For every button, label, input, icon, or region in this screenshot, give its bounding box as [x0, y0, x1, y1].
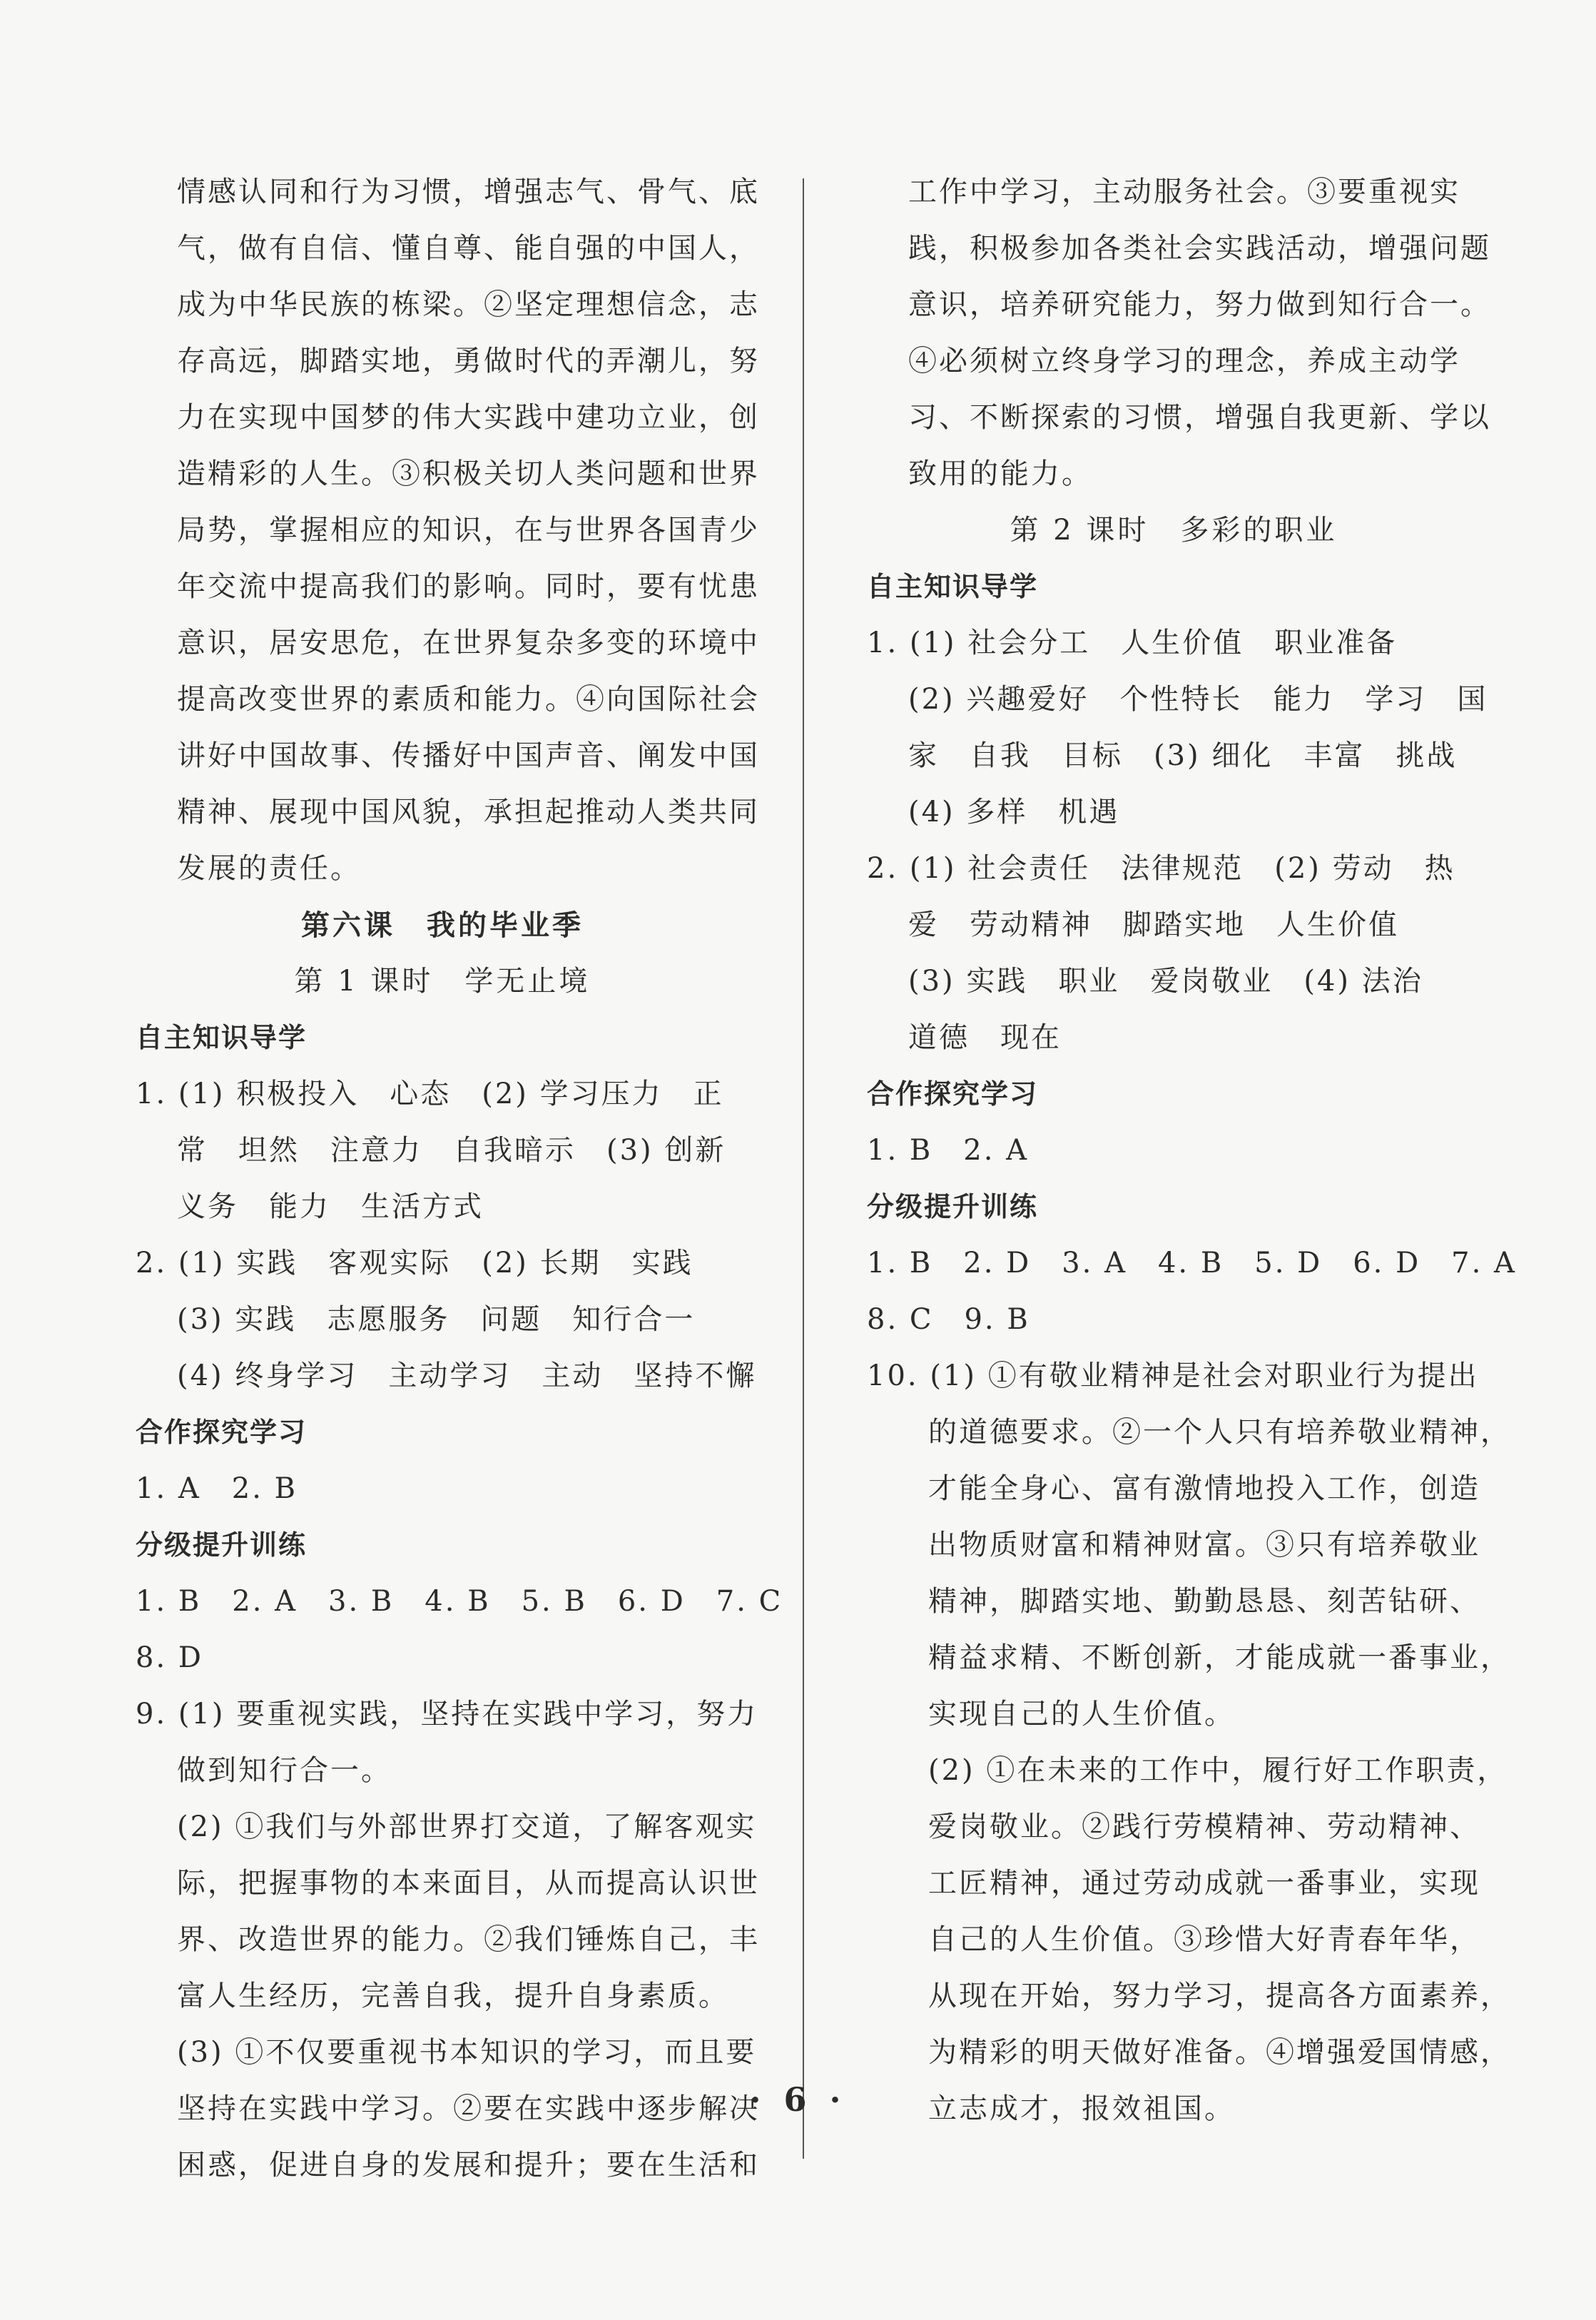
text-line: 9. (1) 要重视实践，坚持在实践中学习，努力	[136, 1698, 758, 1731]
text-line: 2. (1) 实践 客观实际 (2) 长期 实践	[136, 1247, 693, 1280]
text-line: 常 坦然 注意力 自我暗示 (3) 创新	[177, 1134, 726, 1167]
text-line: (2) ①在未来的工作中，履行好工作职责，	[928, 1754, 1508, 1787]
text-line: 自己的人生价值。③珍惜大好青春年华，	[928, 1923, 1480, 1956]
text-line: 1. B 2. D 3. A 4. B 5. D 6. D 7. A	[867, 1247, 1517, 1280]
text-line: 第 1 课时 学无止境	[294, 965, 591, 998]
section-heading: 分级提升训练	[136, 1529, 307, 1561]
text-line: 成为中华民族的栋梁。②坚定理想信念，志	[177, 288, 760, 321]
text-line: (3) ①不仅要重视书本知识的学习，而且要	[177, 2036, 757, 2069]
text-line: 1. A 2. B	[136, 1472, 298, 1505]
text-line: 造精彩的人生。③积极关切人类问题和世界	[177, 457, 760, 490]
text-line: 出物质财富和精神财富。③只有培养敬业	[928, 1529, 1480, 1561]
text-line: 情感认同和行为习惯，增强志气、骨气、底	[177, 176, 760, 208]
text-line: 意识，居安思危，在世界复杂多变的环境中	[177, 627, 760, 659]
text-line: 困惑，促进自身的发展和提升；要在生活和	[177, 2149, 760, 2182]
text-line: 1. B 2. A	[867, 1134, 1030, 1167]
text-line: 10. (1) ①有敬业精神是社会对职业行为提出	[867, 1359, 1479, 1392]
text-line: 8. D	[136, 1641, 203, 1674]
text-line: 精神，脚踏实地、勤勤恳恳、刻苦钻研、	[928, 1585, 1480, 1618]
text-line: 2. (1) 社会责任 法律规范 (2) 劳动 热	[867, 852, 1455, 885]
text-line: 局势，掌握相应的知识，在与世界各国青少	[177, 514, 760, 547]
text-line: (2) 兴趣爱好 个性特长 能力 学习 国	[908, 683, 1488, 716]
text-line: 实现自己的人生价值。	[928, 1698, 1235, 1731]
section-heading: 分级提升训练	[867, 1191, 1039, 1222]
right-column	[867, 164, 1517, 2137]
text-line: 气，做有自信、懂自尊、能自强的中国人，	[177, 232, 760, 265]
text-line: (3) 实践 职业 爱岗敬业 (4) 法治	[908, 965, 1423, 998]
page-number: · 6 ·	[749, 2080, 847, 2119]
section-heading: 合作探究学习	[136, 1417, 307, 1448]
text-line: 1. B 2. A 3. B 4. B 5. B 6. D 7. C	[136, 1585, 783, 1618]
section-heading: 合作探究学习	[867, 1078, 1039, 1110]
text-line: 存高远，脚踏实地，勇做时代的弄潮儿，努	[177, 345, 760, 378]
text-line: 坚持在实践中学习。②要在实践中逐步解决	[177, 2092, 760, 2125]
text-line: (4) 多样 机遇	[908, 796, 1120, 829]
text-line: ④必须树立终身学习的理念，养成主动学	[908, 345, 1460, 378]
text-line: 际，把握事物的本来面目，从而提高认识世	[177, 1867, 760, 1900]
text-line: 第六课 我的毕业季	[301, 908, 584, 942]
text-line: (4) 终身学习 主动学习 主动 坚持不懈	[177, 1359, 757, 1392]
text-line: 讲好中国故事、传播好中国声音、阐发中国	[177, 739, 760, 772]
text-line: 工匠精神，通过劳动成就一番事业，实现	[928, 1867, 1480, 1900]
text-line: 精益求精、不断创新，才能成就一番事业，	[928, 1641, 1511, 1674]
text-line: 习、不断探索的习惯，增强自我更新、学以	[908, 401, 1491, 434]
text-line: 力在实现中国梦的伟大实践中建功立业，创	[177, 401, 760, 434]
text-line: 界、改造世界的能力。②我们锤炼自己，丰	[177, 1923, 760, 1956]
left-column	[136, 164, 783, 2194]
text-line: 1. (1) 积极投入 心态 (2) 学习压力 正	[136, 1078, 724, 1110]
text-line: 发展的责任。	[177, 852, 361, 885]
text-line: (3) 实践 志愿服务 问题 知行合一	[177, 1303, 696, 1336]
text-line: (2) ①我们与外部世界打交道，了解客观实	[177, 1810, 757, 1843]
text-line: 精神、展现中国风貌，承担起推动人类共同	[177, 796, 760, 829]
text-line: 从现在开始，努力学习，提高各方面素养，	[928, 1980, 1511, 2012]
text-line: 1. (1) 社会分工 人生价值 职业准备	[867, 627, 1398, 659]
column-divider	[803, 178, 804, 2159]
text-line: 做到知行合一。	[177, 1754, 392, 1787]
section-heading: 自主知识导学	[136, 1022, 307, 1053]
text-line: 爱 劳动精神 脚踏实地 人生价值	[908, 908, 1399, 941]
text-line: 8. C 9. B	[867, 1303, 1030, 1336]
text-line: 富人生经历，完善自我，提升自身素质。	[177, 1980, 729, 2012]
text-line: 提高改变世界的素质和能力。④向国际社会	[177, 683, 760, 716]
text-line: 才能全身心、富有激情地投入工作，创造	[928, 1472, 1480, 1505]
text-line: 的道德要求。②一个人只有培养敬业精神，	[928, 1416, 1511, 1449]
text-line: 家 自我 目标 (3) 细化 丰富 挑战	[908, 739, 1458, 772]
text-line: 立志成才，报效祖国。	[928, 2092, 1235, 2125]
text-line: 致用的能力。	[908, 457, 1092, 490]
section-heading: 自主知识导学	[867, 571, 1039, 602]
text-line: 意识，培养研究能力，努力做到知行合一。	[908, 288, 1491, 321]
text-line: 践，积极参加各类社会实践活动，增强问题	[908, 232, 1491, 265]
text-line: 义务 能力 生活方式	[177, 1190, 484, 1223]
text-line: 为精彩的明天做好准备。④增强爱国情感，	[928, 2036, 1511, 2069]
text-line: 工作中学习，主动服务社会。③要重视实	[908, 176, 1460, 208]
text-line: 年交流中提高我们的影响。同时，要有忧患	[177, 570, 760, 603]
text-line: 第 2 课时 多彩的职业	[1010, 514, 1338, 547]
text-line: 爱岗敬业。②践行劳模精神、劳动精神、	[928, 1810, 1480, 1843]
text-line: 道德 现在	[908, 1021, 1062, 1054]
